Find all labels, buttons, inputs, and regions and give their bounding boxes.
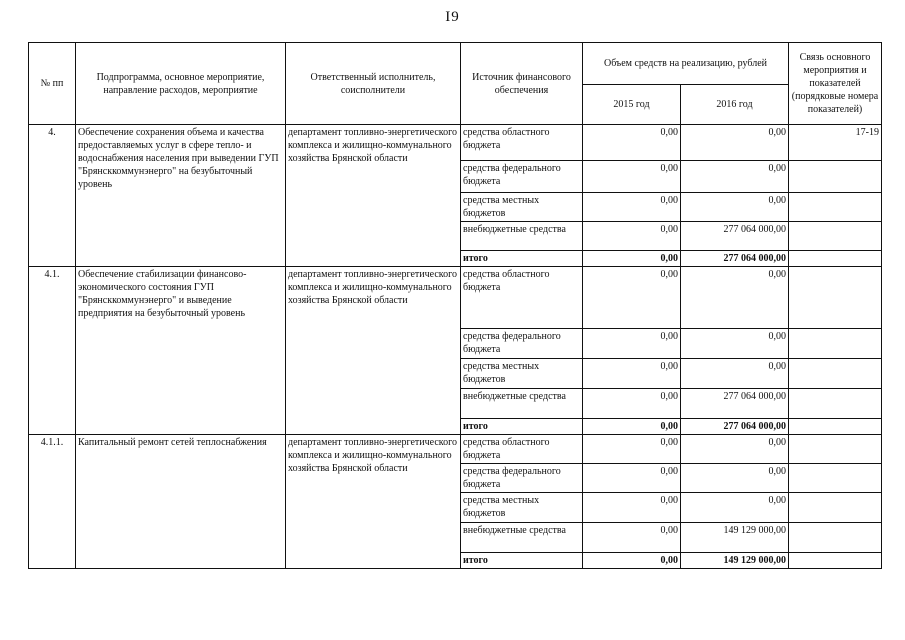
row-number: 4.1. [29,267,76,435]
header-program: Подпрограмма, основное мероприятие, направление расходов, мероприятие [76,43,286,125]
program-cell: Обеспечение сохранения объема и качества предоставляемых услуг в сфере тепло- и водоснабжения населения при выведении ГУП "Брянсккоммунэнерго" на безубыточный уровень [76,125,286,267]
value-2016: 0,00 [681,125,789,161]
value-2015: 0,00 [583,193,681,222]
executor-cell: департамент топливно-энергетического комплекса и жилищно-коммунального хозяйства Брянской области [286,267,461,435]
table-row [29,435,882,464]
value-2015: 0,00 [583,161,681,193]
link-cell [789,359,882,389]
value-2016: 0,00 [681,493,789,523]
header-2015: 2015 год [583,85,681,125]
row-number: 4.1.1. [29,435,76,569]
value-2015: 0,00 [583,359,681,389]
page-number: I9 [445,9,460,25]
row-number: 4. [29,125,76,267]
total-2016: 277 064 000,00 [681,251,789,267]
header-source: Источник финансового обеспечения [461,43,583,125]
value-2016: 0,00 [681,193,789,222]
link-cell [789,389,882,419]
value-2015: 0,00 [583,464,681,493]
value-2015: 0,00 [583,435,681,464]
value-2016: 0,00 [681,161,789,193]
total-2015: 0,00 [583,553,681,569]
value-2016: 0,00 [681,464,789,493]
source-cell: средства местных бюджетов [461,493,583,523]
table-row [29,267,882,329]
link-cell [789,161,882,193]
table-body [29,125,882,569]
value-2016: 0,00 [681,359,789,389]
value-2015: 0,00 [583,267,681,329]
link-cell [789,493,882,523]
header-num: № пп [29,43,76,125]
source-cell: средства местных бюджетов [461,359,583,389]
link-cell [789,193,882,222]
source-cell: средства местных бюджетов [461,193,583,222]
source-cell: внебюджетные средства [461,389,583,419]
link-cell [789,419,882,435]
source-cell: средства федерального бюджета [461,329,583,359]
link-cell [789,435,882,464]
program-cell: Обеспечение стабилизации финансово-экономического состояния ГУП "Брянсккоммунэнерго" и выведение предприятия на безубыточный уровень [76,267,286,435]
source-cell: внебюджетные средства [461,523,583,553]
total-label: итого [461,251,583,267]
financing-table [28,42,882,569]
executor-cell: департамент топливно-энергетического комплекса и жилищно-коммунального хозяйства Брянской области [286,125,461,267]
link-cell [789,251,882,267]
link-cell [789,329,882,359]
value-2016: 149 129 000,00 [681,523,789,553]
link-cell [789,464,882,493]
value-2015: 0,00 [583,125,681,161]
value-2015: 0,00 [583,222,681,251]
total-2016: 149 129 000,00 [681,553,789,569]
total-2015: 0,00 [583,251,681,267]
program-cell: Капитальный ремонт сетей теплоснабжения [76,435,286,569]
total-2015: 0,00 [583,419,681,435]
header-link: Связь основного мероприятия и показателей (порядковые номера показателей) [789,43,882,125]
source-cell: средства федерального бюджета [461,161,583,193]
table-row [29,125,882,161]
source-cell: внебюджетные средства [461,222,583,251]
value-2016: 0,00 [681,435,789,464]
source-cell: средства областного бюджета [461,267,583,329]
link-cell [789,222,882,251]
value-2016: 277 064 000,00 [681,389,789,419]
link-cell [789,267,882,329]
source-cell: средства областного бюджета [461,435,583,464]
value-2016: 0,00 [681,267,789,329]
value-2016: 0,00 [681,329,789,359]
source-cell: средства областного бюджета [461,125,583,161]
header-2016: 2016 год [681,85,789,125]
executor-cell: департамент топливно-энергетического комплекса и жилищно-коммунального хозяйства Брянской области [286,435,461,569]
total-label: итого [461,553,583,569]
value-2016: 277 064 000,00 [681,222,789,251]
value-2015: 0,00 [583,493,681,523]
header-row [29,43,882,85]
link-cell: 17-19 [789,125,882,161]
link-cell [789,553,882,569]
source-cell: средства федерального бюджета [461,464,583,493]
value-2015: 0,00 [583,523,681,553]
value-2015: 0,00 [583,329,681,359]
header-volume: Объем средств на реализацию, рублей [583,43,789,85]
header-executor: Ответственный исполнитель, соисполнители [286,43,461,125]
value-2015: 0,00 [583,389,681,419]
total-label: итого [461,419,583,435]
link-cell [789,523,882,553]
total-2016: 277 064 000,00 [681,419,789,435]
